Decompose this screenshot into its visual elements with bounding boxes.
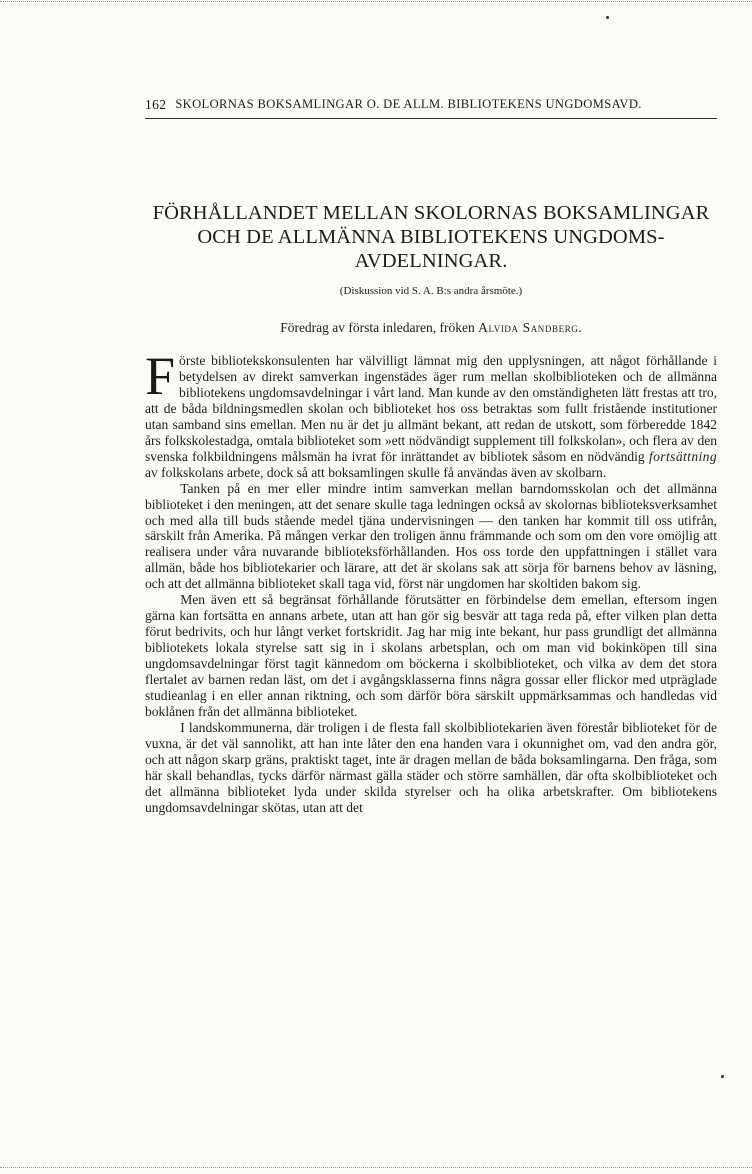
scan-speck — [606, 16, 609, 19]
article-title — [145, 201, 717, 273]
running-head — [145, 97, 717, 113]
lecture-prefix: Föredrag av första inledaren, fröken — [280, 320, 479, 335]
scan-speck — [721, 1075, 724, 1078]
paragraph-3: Men även ett så begränsat förhållande förutsätter en förbindelse dem emellan, eftersom ingen gärna kan fortsätta en annans arbete, utan att han gör sig besvär att taga reda på, efter vilken plan detta förut bedrivits, och hur långt verket fortskridit. Jag har mig inte bekant, hur pass grundligt det allmänna bibliotekets lokala styrelse satt sig in i skolans arbetsplan, och om man vid bokinköpen till sina ungdomsavdelningar först tagit kännedom om böckerna i skolbiblioteket, och vilka av dem det stora flertalet av barnen redan läst, om det i avgångsklasserna finns några gossar eller flickor med utpräglade studieanlag i en eller annan riktning, och som därför böra särskilt uppmärksammas och handledas vid boklånen från det allmänna biblioteket. — [145, 592, 717, 719]
paragraph-4: I landskommunerna, där troligen i de flesta fall skolbibliotekarien även förestår biblioteket för de vuxna, är det väl sannolikt, att han inte låter den ena handen vara i okunnighet om, vad den andra gör, och att någon skarp gräns, praktiskt taget, inte är dragen mellan de båda boksamlingarna. Den fråga, som här skall behandlas, tycks därför närmast gälla städer och större samhällen, där ofta skolbiblioteket och det allmänna biblioteket lyda under skilda styrelser och ha olika arbetskrafter. Om bibliotekens ungdomsavdelningar skötas, utan att det — [145, 719, 717, 815]
page-number: 162 — [145, 97, 167, 112]
title-line-3: AVDELNINGAR. — [354, 250, 508, 272]
paragraph-1-text-a: örste bibliotekskonsulenten har välvilligt lämnat mig den upplysningen, att något förhållande i betydelsen av direkt samverkan ingenstädes äger rum mellan skolbiblioteken och de allmänna bibliotekens ungdomsavdelningar i vårt land. Man kunde av den omständigheten lätt frestas att tro, att de båda bildningsmedlen skolan och biblioteket hos oss betraktas som fullt fristående institutioner utan samband sins emellan. Men nu är det ju allmänt bekant, att redan de utskott, som förberedde 1842 års folkskolestadga, omtala biblioteket som »ett nödvändigt supplement till folkskolan», och flera av den svenska folkbildningens målsmän ha ivrat för inrättandet av bibliotek såsom en nödvändig — [145, 353, 717, 464]
paragraph-1-emphasis: fortsättning — [648, 448, 717, 464]
paragraph-1 — [145, 346, 717, 481]
lecture-suffix: . — [578, 320, 582, 335]
title-line-1: FÖRHÅLLANDET MELLAN SKOLORNAS BOKSAMLINGAR — [152, 202, 710, 224]
speaker-name: Alvida Sandberg — [478, 320, 579, 335]
paragraph-2: Tanken på en mer eller mindre intim samverkan mellan barndomsskolan och det allmänna biblioteket i den meningen, att det senare skulle taga ledningen också av skolornas biblioteksverksamhet och med alla till buds stående medel tjäna undervisningen — den tanken har kommit till oss utifrån, särskilt från Amerika. På mången verkar den troligen ännu främmande och som om den vore omöjlig att realisera under våra nuvarande biblioteksförhållanden. Hos oss torde den uppfattningen i stället vara allmän, både hos bibliotekarier och lärare, att det är skolans sak att sörja för barnens behov av läsning, och att det allmänna biblioteket skall taga vid, först när ungdomen har skoltiden bakom sig. — [145, 480, 717, 592]
drop-cap: F — [145, 346, 176, 406]
lecture-byline — [145, 320, 717, 336]
paragraph-1-text-b: av folkskolans arbete, dock så att boksamlingen skulle få användas även av skolbarn. — [145, 464, 607, 480]
header-rule — [145, 118, 717, 119]
running-head-text: SKOLORNAS BOKSAMLINGAR O. DE ALLM. BIBLIOTEKENS UNGDOMSAVD. — [175, 97, 642, 111]
scan-edge-top — [0, 1, 752, 2]
title-line-2: OCH DE ALLMÄNNA BIBLIOTEKENS UNGDOMS- — [197, 226, 665, 248]
article-subtitle: (Diskussion vid S. A. B:s andra årsmöte.) — [339, 285, 523, 297]
scan-edge-bottom — [0, 1167, 752, 1168]
article-body — [145, 346, 717, 816]
